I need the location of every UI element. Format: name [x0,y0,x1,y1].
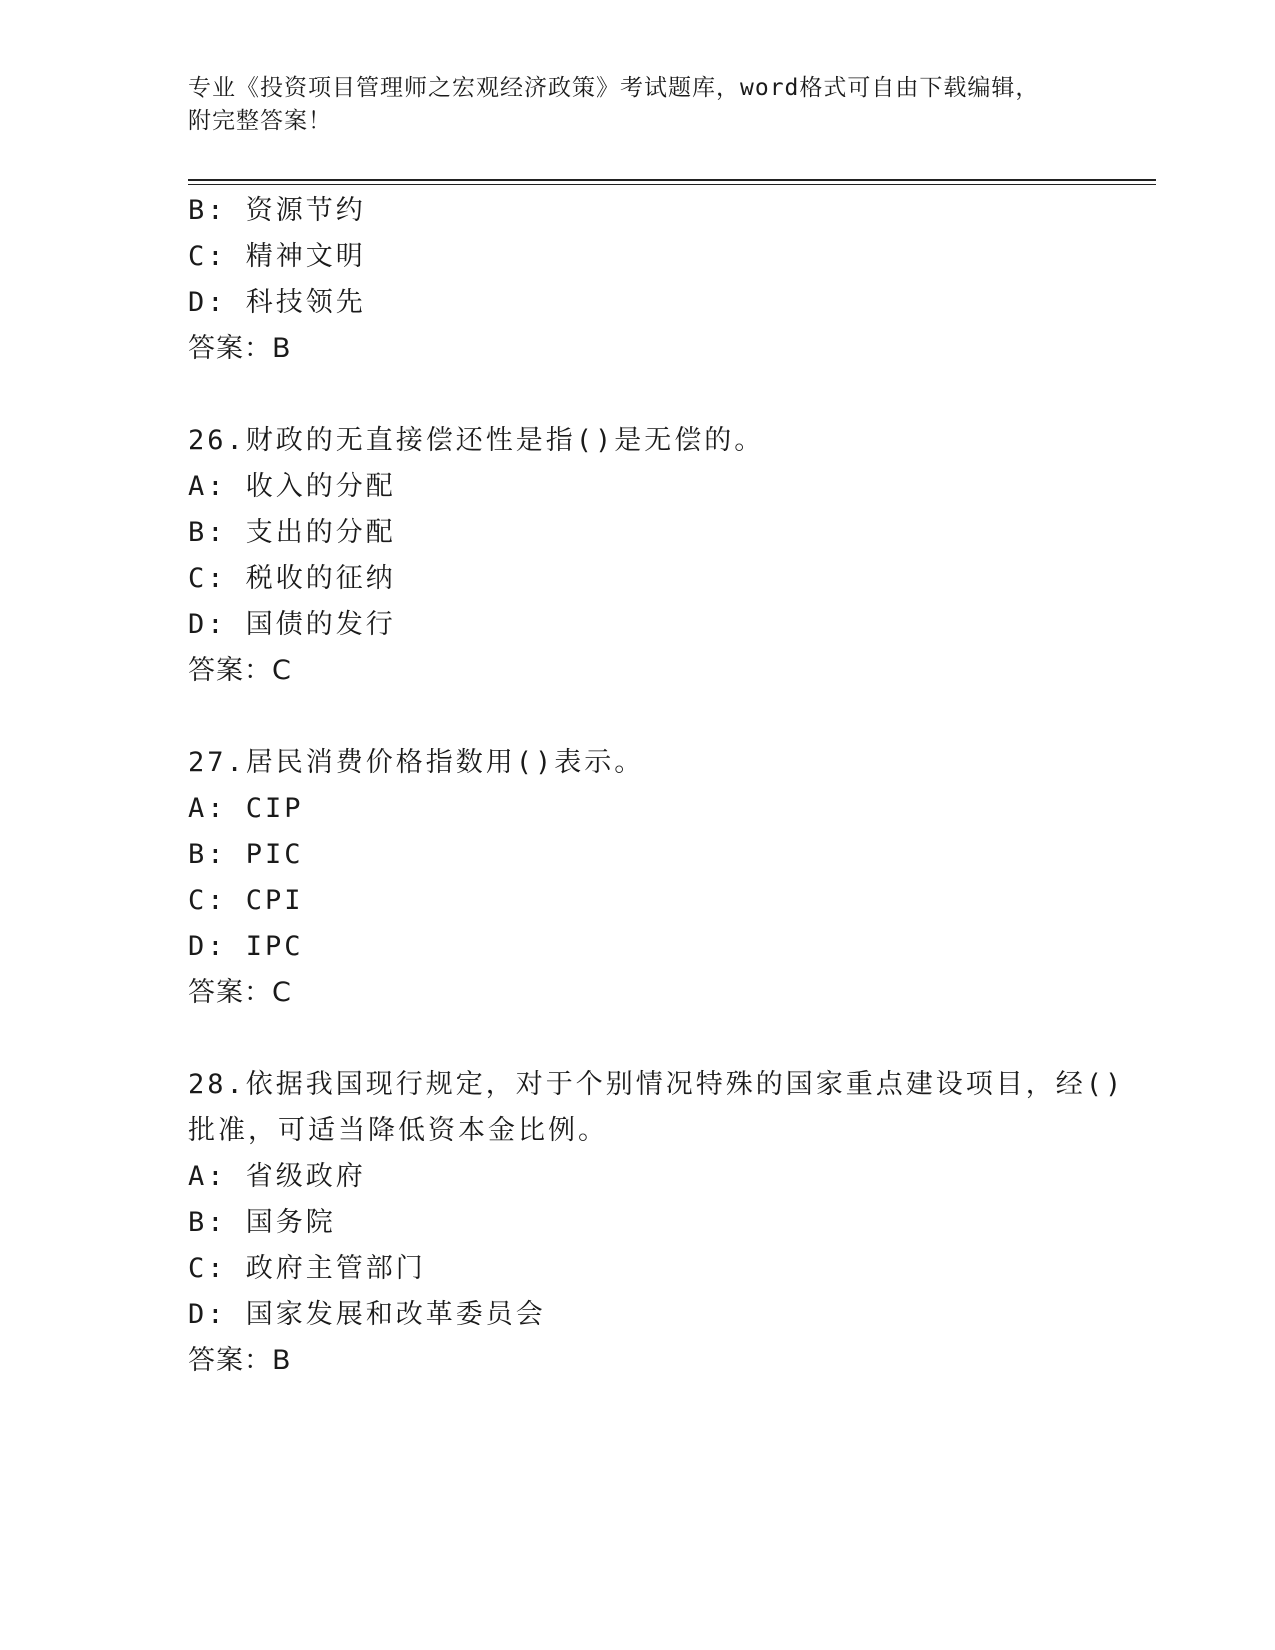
answer: 答案：C [188,977,292,1008]
question-25-tail [188,188,1148,372]
question-list [188,188,1148,1384]
option-a: A: CIP [188,793,304,824]
header-divider-thick [188,179,1156,181]
option-b: B: 资源节约 [188,195,366,226]
option-b: B: 国务院 [188,1207,336,1238]
option-d: D: 国债的发行 [188,609,396,640]
header-line-2: 附完整答案！ [188,108,332,134]
answer: 答案：B [188,1345,292,1376]
question-28 [188,1062,1148,1384]
question-stem: 26.财政的无直接偿还性是指()是无偿的。 [188,425,765,456]
option-b: B: PIC [188,839,304,870]
option-c: C: 税收的征纳 [188,563,396,594]
option-a: A: 收入的分配 [188,471,396,502]
question-stem-line-2: 批准，可适当降低资本金比例。 [188,1115,608,1146]
option-c: C: 政府主管部门 [188,1253,426,1284]
answer: 答案：B [188,333,292,364]
document-header [188,72,1088,138]
option-a: A: 省级政府 [188,1161,366,1192]
option-c: C: 精神文明 [188,241,366,272]
option-d: D: IPC [188,931,304,962]
question-stem: 27.居民消费价格指数用()表示。 [188,747,645,778]
option-d: D: 科技领先 [188,287,366,318]
question-27 [188,740,1148,1016]
question-stem-line-1: 28.依据我国现行规定，对于个别情况特殊的国家重点建设项目，经() [188,1069,1125,1100]
header-divider-thin [188,184,1156,185]
answer: 答案：C [188,655,292,686]
option-c: C: CPI [188,885,304,916]
question-26 [188,418,1148,694]
header-line-1: 专业《投资项目管理师之宏观经济政策》考试题库，word格式可自由下载编辑， [188,75,1040,101]
option-b: B: 支出的分配 [188,517,396,548]
option-d: D: 国家发展和改革委员会 [188,1299,546,1330]
